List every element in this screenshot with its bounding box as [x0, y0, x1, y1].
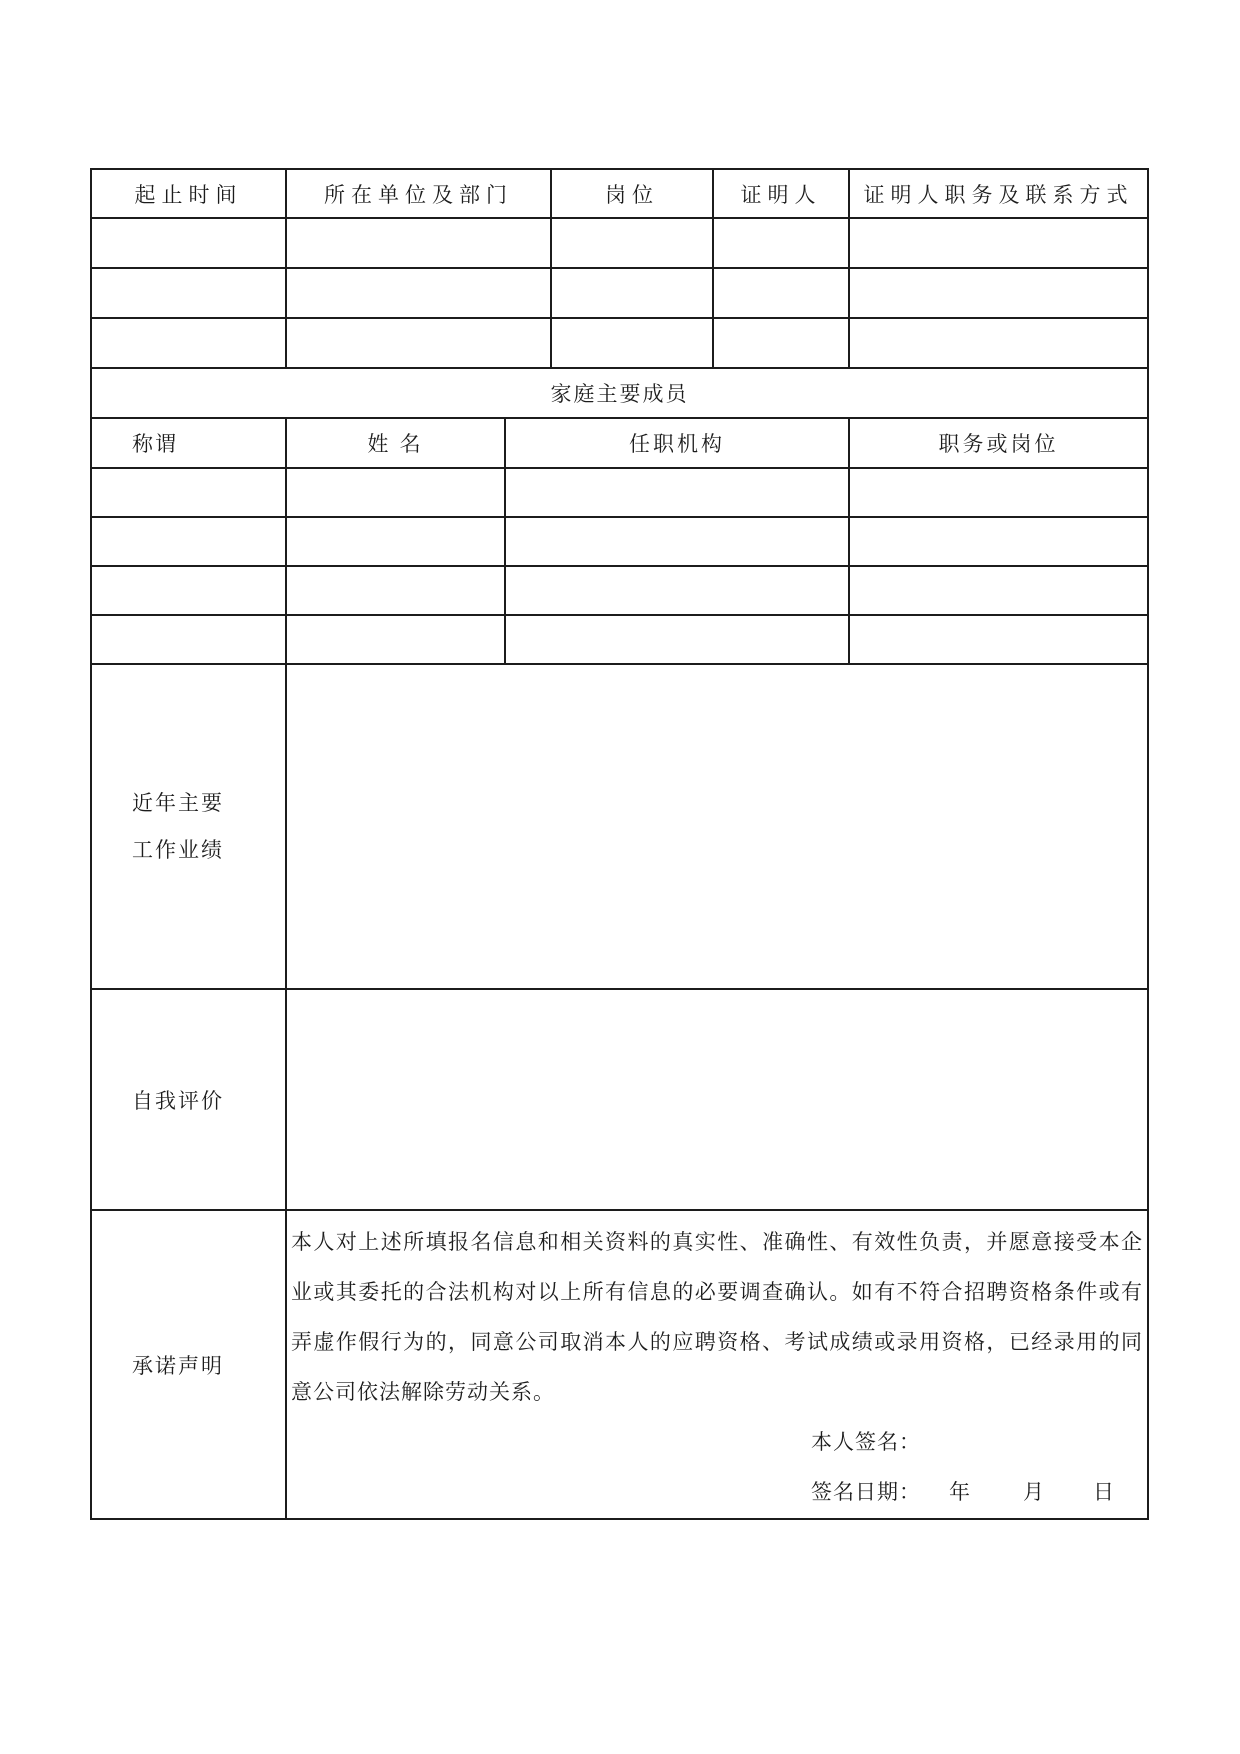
work-position-cell[interactable]: [551, 218, 713, 268]
family-relation-cell[interactable]: [91, 517, 286, 566]
family-member-row: [91, 615, 1148, 664]
work-organization-cell[interactable]: [286, 268, 551, 318]
family-name-cell[interactable]: [286, 517, 505, 566]
achievements-label-line1: 近年主要: [132, 790, 224, 815]
work-history-row: [91, 218, 1148, 268]
achievements-content-cell[interactable]: [286, 664, 1148, 989]
month-label: 月: [1023, 1479, 1045, 1504]
family-employer-cell[interactable]: [505, 468, 849, 517]
work-reference-contact-cell[interactable]: [849, 268, 1148, 318]
family-position-cell[interactable]: [849, 615, 1148, 664]
family-relation-cell[interactable]: [91, 566, 286, 615]
self-evaluation-content-cell[interactable]: [286, 989, 1148, 1210]
work-history-row: [91, 318, 1148, 368]
family-position-cell[interactable]: [849, 468, 1148, 517]
family-employer-cell[interactable]: [505, 566, 849, 615]
work-position-cell[interactable]: [551, 268, 713, 318]
family-employer-header: 任职机构: [505, 418, 849, 468]
work-organization-header: 所在单位及部门: [286, 169, 551, 218]
family-name-cell[interactable]: [286, 615, 505, 664]
achievements-label: [91, 664, 286, 989]
family-member-row: [91, 566, 1148, 615]
family-position-cell[interactable]: [849, 517, 1148, 566]
work-position-cell[interactable]: [551, 318, 713, 368]
work-reference-contact-header: 证明人职务及联系方式: [849, 169, 1148, 218]
work-reference-contact-cell[interactable]: [849, 318, 1148, 368]
family-member-row: [91, 468, 1148, 517]
work-period-cell[interactable]: [91, 268, 286, 318]
work-history-header-row: [91, 169, 1148, 218]
family-section-title: 家庭主要成员: [91, 368, 1148, 418]
declaration-row: [91, 1210, 1148, 1519]
signature-line[interactable]: [811, 1417, 1143, 1467]
application-form-table: [90, 168, 1149, 1520]
family-relation-cell[interactable]: [91, 468, 286, 517]
work-history-row: [91, 268, 1148, 318]
declaration-text: 本人对上述所填报名信息和相关资料的真实性、准确性、有效性负责，并愿意接受本企业或其委托的合法机构对以上所有信息的必要调查确认。如有不符合招聘资格条件或有弄虚作假行为的，同意公司取消本人的应聘资格、考试成绩或录用资格，已经录用的同意公司依法解除劳动关系。: [291, 1229, 1143, 1404]
family-member-row: [91, 517, 1148, 566]
work-reference-cell[interactable]: [713, 268, 849, 318]
work-reference-contact-cell[interactable]: [849, 218, 1148, 268]
family-position-cell[interactable]: [849, 566, 1148, 615]
family-name-cell[interactable]: [286, 468, 505, 517]
declaration-content-cell: [286, 1210, 1148, 1519]
achievements-row: [91, 664, 1148, 989]
achievements-label-line2: 工作业绩: [132, 837, 224, 862]
family-name-cell[interactable]: [286, 566, 505, 615]
date-label: 签名日期：: [811, 1479, 921, 1504]
family-relation-cell[interactable]: [91, 615, 286, 664]
work-reference-header: 证明人: [713, 169, 849, 218]
work-reference-cell[interactable]: [713, 318, 849, 368]
signature-label: 本人签名：: [811, 1429, 921, 1454]
work-period-cell[interactable]: [91, 318, 286, 368]
self-evaluation-row: [91, 989, 1148, 1210]
work-period-header: 起止时间: [91, 169, 286, 218]
family-employer-cell[interactable]: [505, 517, 849, 566]
work-organization-cell[interactable]: [286, 318, 551, 368]
self-evaluation-label: 自我评价: [91, 989, 286, 1210]
family-relation-header: 称谓: [91, 418, 286, 468]
signature-date-line[interactable]: [811, 1467, 1143, 1517]
family-employer-cell[interactable]: [505, 615, 849, 664]
work-organization-cell[interactable]: [286, 218, 551, 268]
day-label: 日: [1093, 1479, 1115, 1504]
year-label: 年: [949, 1479, 971, 1504]
family-header-row: [91, 418, 1148, 468]
declaration-label: 承诺声明: [91, 1210, 286, 1519]
work-period-cell[interactable]: [91, 218, 286, 268]
family-name-header: 姓 名: [286, 418, 505, 468]
family-section-title-row: [91, 368, 1148, 418]
work-position-header: 岗位: [551, 169, 713, 218]
work-reference-cell[interactable]: [713, 218, 849, 268]
family-position-header: 职务或岗位: [849, 418, 1148, 468]
